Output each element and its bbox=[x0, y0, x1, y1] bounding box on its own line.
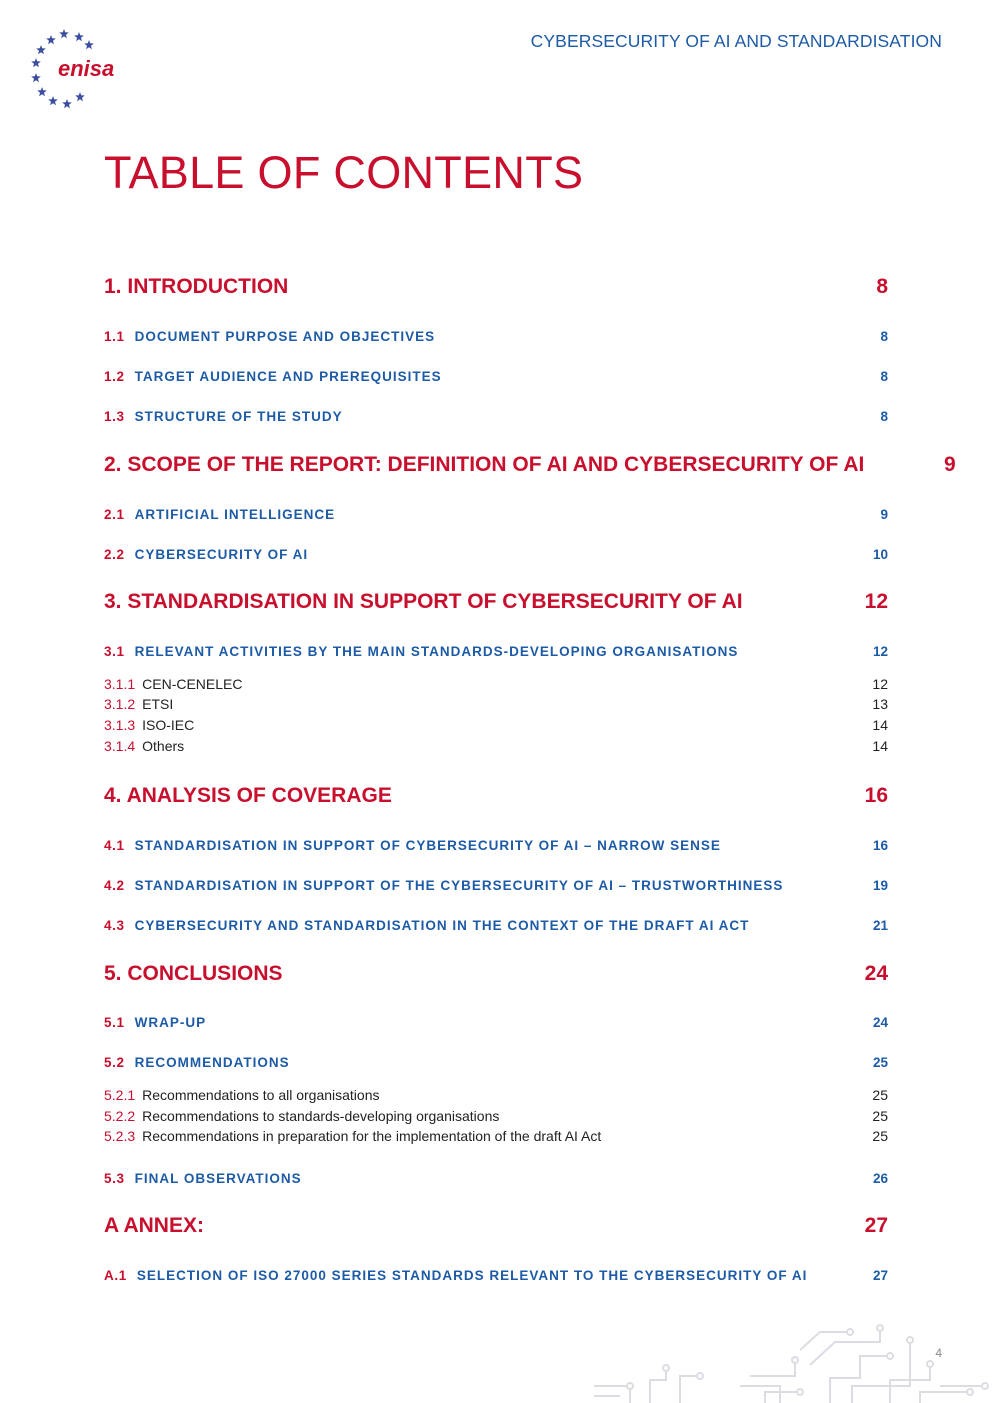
toc-number: 4.1 bbox=[104, 838, 125, 853]
toc-label: ANNEX: bbox=[123, 1214, 204, 1237]
toc-entry[interactable] bbox=[104, 1213, 888, 1239]
toc-entry[interactable] bbox=[104, 1127, 888, 1145]
toc-entry[interactable] bbox=[104, 1170, 888, 1188]
toc-page: 14 bbox=[872, 738, 888, 754]
toc-entry[interactable] bbox=[104, 877, 888, 895]
toc-page: 19 bbox=[872, 878, 888, 893]
toc-entry[interactable] bbox=[104, 783, 888, 809]
toc-page: 24 bbox=[864, 962, 888, 985]
toc-page: 8 bbox=[880, 329, 888, 344]
toc-entry[interactable] bbox=[104, 506, 888, 524]
toc-number: 5. bbox=[104, 962, 122, 985]
toc-number: 2.2 bbox=[104, 547, 125, 562]
toc-page: 27 bbox=[864, 1214, 888, 1237]
toc-label: ISO-IEC bbox=[142, 717, 195, 733]
toc-label: SELECTION OF ISO 27000 SERIES STANDARDS RELEVANT TO THE CYBERSECURITY OF AI bbox=[136, 1268, 808, 1283]
toc-number: 5.1 bbox=[104, 1015, 125, 1030]
toc-number: 4.3 bbox=[104, 918, 125, 933]
toc-number: 2. bbox=[104, 453, 122, 476]
toc-entry[interactable] bbox=[104, 1107, 888, 1125]
page-number: 4 bbox=[935, 1346, 942, 1360]
toc-label: Others bbox=[142, 738, 185, 754]
toc-label: STANDARDISATION IN SUPPORT OF THE CYBERSECURITY OF AI – TRUSTWORTHINESS bbox=[134, 878, 784, 893]
toc-number: 1.3 bbox=[104, 409, 125, 424]
toc-number: 3.1.2 bbox=[104, 696, 136, 712]
toc-number: 1.1 bbox=[104, 329, 125, 344]
logo-star bbox=[48, 96, 58, 105]
logo-star bbox=[31, 58, 41, 67]
toc-label: Recommendations in preparation for the implementation of the draft AI Act bbox=[142, 1128, 602, 1144]
toc-label: CONCLUSIONS bbox=[127, 962, 283, 985]
toc-label: INTRODUCTION bbox=[127, 275, 289, 298]
table-of-contents bbox=[104, 0, 992, 1403]
toc-page: 25 bbox=[872, 1055, 888, 1070]
toc-number: 3.1.1 bbox=[104, 676, 136, 692]
toc-number: 2.1 bbox=[104, 507, 125, 522]
toc-number: 5.2.3 bbox=[104, 1128, 136, 1144]
toc-number: 1. bbox=[104, 275, 122, 298]
logo-star bbox=[46, 35, 56, 44]
toc-entry[interactable] bbox=[104, 274, 888, 300]
toc-entry[interactable] bbox=[104, 643, 888, 661]
toc-entry[interactable] bbox=[104, 1267, 888, 1285]
toc-label: STRUCTURE OF THE STUDY bbox=[134, 409, 343, 424]
toc-number: 4. bbox=[104, 784, 122, 807]
page-title: TABLE OF CONTENTS bbox=[104, 147, 584, 198]
toc-label: TARGET AUDIENCE AND PREREQUISITES bbox=[134, 369, 442, 384]
toc-label: Recommendations to standards-developing organisations bbox=[142, 1108, 500, 1124]
toc-entry[interactable] bbox=[104, 368, 888, 386]
toc-entry[interactable] bbox=[104, 675, 888, 693]
toc-entry[interactable] bbox=[104, 546, 888, 564]
toc-label: ARTIFICIAL INTELLIGENCE bbox=[134, 507, 336, 522]
logo-star bbox=[31, 73, 41, 82]
toc-number: 3.1.4 bbox=[104, 738, 136, 754]
toc-number: A bbox=[104, 1214, 119, 1237]
toc-label: CYBERSECURITY OF AI bbox=[134, 547, 309, 562]
toc-label: RELEVANT ACTIVITIES BY THE MAIN STANDARDS-DEVELOPING ORGANISATIONS bbox=[134, 644, 739, 659]
toc-page: 9 bbox=[880, 507, 888, 522]
toc-entry[interactable] bbox=[104, 1014, 888, 1032]
toc-number: 5.3 bbox=[104, 1171, 125, 1186]
toc-number: 3.1.3 bbox=[104, 717, 136, 733]
toc-number: A.1 bbox=[104, 1268, 127, 1283]
running-header: CYBERSECURITY OF AI AND STANDARDISATION bbox=[530, 31, 942, 51]
toc-page: 9 bbox=[944, 453, 956, 476]
toc-page: 24 bbox=[872, 1015, 888, 1030]
toc-page: 16 bbox=[872, 838, 888, 853]
logo-wordmark: enisa bbox=[58, 56, 115, 81]
toc-label: Recommendations to all organisations bbox=[142, 1087, 380, 1103]
toc-label: STANDARDISATION IN SUPPORT OF CYBERSECURITY OF AI – NARROW SENSE bbox=[134, 838, 721, 853]
toc-entry[interactable] bbox=[104, 408, 888, 426]
toc-page: 10 bbox=[872, 547, 888, 562]
toc-number: 3.1 bbox=[104, 644, 125, 659]
logo-star bbox=[75, 92, 85, 101]
toc-entry[interactable] bbox=[104, 1086, 888, 1104]
toc-page: 8 bbox=[880, 409, 888, 424]
logo-star bbox=[59, 29, 69, 38]
logo-star bbox=[84, 40, 94, 49]
logo-star bbox=[62, 99, 72, 108]
toc-number: 4.2 bbox=[104, 878, 125, 893]
toc-page: 8 bbox=[880, 369, 888, 384]
toc-label: DOCUMENT PURPOSE AND OBJECTIVES bbox=[134, 329, 436, 344]
toc-number: 5.2 bbox=[104, 1055, 125, 1070]
toc-number: 5.2.2 bbox=[104, 1108, 136, 1124]
toc-page: 12 bbox=[864, 590, 888, 613]
toc-label: ETSI bbox=[142, 696, 174, 712]
circuit-decoration bbox=[590, 1320, 992, 1403]
toc-label: WRAP-UP bbox=[134, 1015, 207, 1030]
toc-page: 8 bbox=[876, 275, 888, 298]
toc-entry[interactable] bbox=[104, 837, 888, 855]
toc-entry[interactable] bbox=[104, 695, 888, 713]
toc-entry[interactable] bbox=[104, 737, 888, 755]
toc-entry[interactable] bbox=[104, 1054, 888, 1072]
toc-page: 26 bbox=[872, 1171, 888, 1186]
toc-page: 25 bbox=[872, 1128, 888, 1144]
toc-label: FINAL OBSERVATIONS bbox=[134, 1171, 302, 1186]
toc-entry[interactable] bbox=[104, 917, 888, 935]
toc-number: 3. bbox=[104, 590, 122, 613]
logo-star bbox=[74, 32, 84, 41]
toc-label: CYBERSECURITY AND STANDARDISATION IN THE CONTEXT OF THE DRAFT AI ACT bbox=[134, 918, 750, 933]
toc-label: STANDARDISATION IN SUPPORT OF CYBERSECURITY OF AI bbox=[127, 590, 743, 613]
toc-entry[interactable] bbox=[104, 452, 956, 478]
toc-label: ANALYSIS OF COVERAGE bbox=[126, 784, 392, 807]
toc-page: 25 bbox=[872, 1108, 888, 1124]
toc-page: 12 bbox=[872, 644, 888, 659]
toc-page: 13 bbox=[872, 696, 888, 712]
toc-page: 27 bbox=[872, 1268, 888, 1283]
toc-entry[interactable] bbox=[104, 589, 888, 615]
toc-page: 16 bbox=[864, 784, 888, 807]
toc-label: CEN-CENELEC bbox=[142, 676, 243, 692]
toc-number: 1.2 bbox=[104, 369, 125, 384]
toc-entry[interactable] bbox=[104, 961, 888, 987]
toc-label: SCOPE OF THE REPORT: DEFINITION OF AI AND CYBERSECURITY OF AI bbox=[127, 453, 865, 476]
toc-page: 21 bbox=[872, 918, 888, 933]
toc-number: 5.2.1 bbox=[104, 1087, 136, 1103]
toc-page: 12 bbox=[872, 676, 888, 692]
logo-star bbox=[36, 45, 46, 54]
toc-page: 14 bbox=[872, 717, 888, 733]
logo-star bbox=[37, 87, 47, 96]
toc-label: RECOMMENDATIONS bbox=[134, 1055, 290, 1070]
toc-page: 25 bbox=[872, 1087, 888, 1103]
toc-entry[interactable] bbox=[104, 328, 888, 346]
toc-entry[interactable] bbox=[104, 716, 888, 734]
